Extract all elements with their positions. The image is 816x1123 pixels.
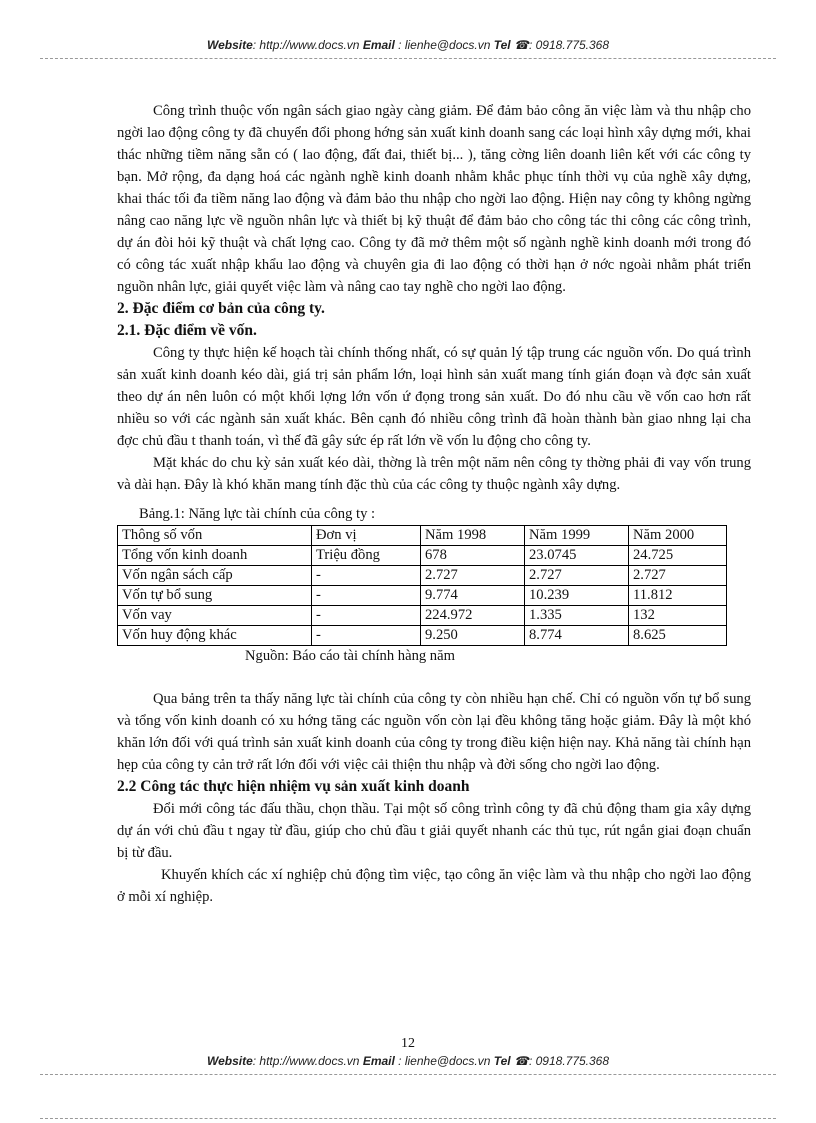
- table-cell: -: [312, 566, 421, 586]
- table-cell: 8.774: [525, 626, 629, 646]
- page-footer: [0, 1054, 816, 1068]
- table-cell: 1.335: [525, 606, 629, 626]
- table-header-cell: Năm 1999: [525, 526, 629, 546]
- table-cell: 678: [421, 546, 525, 566]
- header-tel-label: Tel: [493, 38, 511, 52]
- table-cell: 23.0745: [525, 546, 629, 566]
- footer-tel-value: : 0918.775.368: [528, 1054, 610, 1068]
- header-website-label: Website: [206, 38, 253, 52]
- table-cell: 9.774: [421, 586, 525, 606]
- table-cell: 10.239: [525, 586, 629, 606]
- section-2-2-heading: 2.2 Công tác thực hiện nhiệm vụ sản xuất kinh doanh: [117, 778, 470, 795]
- table-row: [118, 626, 727, 646]
- table-cell: Tổng vốn kinh doanh: [118, 546, 312, 566]
- table-header-row: [118, 526, 727, 546]
- header-divider: [40, 58, 776, 59]
- table-cell: 8.625: [629, 626, 727, 646]
- footer-email-label: Email: [362, 1054, 395, 1068]
- table-cell: 2.727: [525, 566, 629, 586]
- table-cell: 224.972: [421, 606, 525, 626]
- paragraph-4: Qua bảng trên ta thấy năng lực tài chính của công ty còn nhiều hạn chế. Chỉ có nguồn vốn tự bổ sung và tổng vốn kinh doanh có xu hớng tăng các nguồn vốn còn lại đều không tăng hoặc giảm. Đây là một khó khăn lớn đối với quá trình sản xuất kinh doanh của công ty trong điều kiện hiện nay. Khả năng tài chính hạn hẹp của công ty cản trở rất lớn đối với việc cải thiện thu nhập và đời sống cho ngời lao động.: [117, 691, 751, 773]
- phone-icon: ☎: [514, 1054, 529, 1068]
- table-cell: 11.812: [629, 586, 727, 606]
- paragraph-6: Khuyến khích các xí nghiệp chủ động tìm việc, tạo công ăn việc làm và thu nhập cho ngời lao động ở mỗi xí nghiệp.: [117, 867, 751, 905]
- table-header-cell: Năm 2000: [629, 526, 727, 546]
- table-row: [118, 606, 727, 626]
- table-cell: -: [312, 606, 421, 626]
- page-bottom-divider: [40, 1118, 776, 1119]
- table-cell: 2.727: [629, 566, 727, 586]
- header-website-url[interactable]: : http://www.docs.vn: [252, 38, 360, 52]
- table-header-cell: Đơn vị: [312, 526, 421, 546]
- page-body: [117, 100, 751, 908]
- table-source: Nguồn: Báo cáo tài chính hàng năm: [245, 648, 455, 664]
- footer-tel-label: Tel: [493, 1054, 511, 1068]
- table-cell: -: [312, 586, 421, 606]
- paragraph-1: Công trình thuộc vốn ngân sách giao ngày càng giảm. Để đảm bảo công ăn việc làm và thu nhập cho ngời lao động công ty đã chuyển đổi phong hớng sản xuất kinh doanh sang các loại hình xây dựng mới, khai thác những tiềm năng sẵn có ( lao động, đất đai, thiết bị... ), tăng cờng liên doanh liên kết với các công ty bạn. Mở rộng, đa dạng hoá các ngành nghề kinh doanh nhằm khắc phục tính thời vụ của nghề xây dựng, khai thác tối đa tiềm năng lao động và đảm bảo thu nhập cho ngời lao động. Hiện nay công ty không ngừng nâng cao năng lực về nguồn nhân lực và thiết bị kỹ thuật để đảm bảo cho công tác thi công các công trình, dự án đòi hỏi kỹ thuật và chất lợng cao. Công ty đã mở thêm một số ngành nghề kinh doanh mới trong đó có công tác xuất nhập khẩu lao động và chuyên gia đi lao động có thời hạn ở nớc ngoài nhằm phát triển nguồn nhân lực, giải quyết việc làm và nâng cao tay nghề cho ngời lao động.: [117, 103, 751, 295]
- table-cell: 9.250: [421, 626, 525, 646]
- table-cell: Vốn ngân sách cấp: [118, 566, 312, 586]
- paragraph-3: Mặt khác do chu kỳ sản xuất kéo dài, thờng là trên một năm nên công ty thờng phải đi vay vốn trung và dài hạn. Đây là khó khăn mang tính đặc thù của các công ty thuộc ngành xây dựng.: [117, 455, 751, 493]
- header-email-label: Email: [362, 38, 395, 52]
- table-cell: 24.725: [629, 546, 727, 566]
- table-cell: 2.727: [421, 566, 525, 586]
- table-row: [118, 566, 727, 586]
- table-cell: Vốn tự bổ sung: [118, 586, 312, 606]
- footer-email-value[interactable]: : lienhe@docs.vn: [398, 1054, 491, 1068]
- table-header-cell: Thông số vốn: [118, 526, 312, 546]
- section-2-heading: 2. Đặc điểm cơ bản của công ty.: [117, 300, 325, 317]
- financial-capacity-table: [117, 525, 727, 646]
- table-row: [118, 546, 727, 566]
- table-cell: Triệu đồng: [312, 546, 421, 566]
- header-email-value[interactable]: : lienhe@docs.vn: [398, 38, 491, 52]
- footer-divider: [40, 1074, 776, 1075]
- table-cell: Vốn vay: [118, 606, 312, 626]
- paragraph-2: Công ty thực hiện kế hoạch tài chính thống nhất, có sự quản lý tập trung các nguồn vốn. Do quá trình sản xuất kinh doanh kéo dài, giá trị sản phẩm lớn, loại hình sản xuất mang tính gián đoạn và đợc sản xuất theo dự án nên luôn có một khối lợng lớn vốn ứ đọng trong sản xuất. Do đó nhu cầu về vốn cao hơn rất nhiều so với các ngành sản xuất khác. Bên cạnh đó nhiều công trình đã hoàn thành bàn giao nhng lại cha đợc chủ đầu t thanh toán, vì thế đã gây sức ép rất lớn về vốn lu động cho công ty.: [117, 345, 751, 449]
- table-cell: Vốn huy động khác: [118, 626, 312, 646]
- paragraph-5: Đổi mới công tác đấu thầu, chọn thầu. Tại một số công trình công ty đã chủ động tham gia xây dựng dự án với chủ đầu t ngay từ đầu, giúp cho chủ đầu t giải quyết nhanh các thủ tục, rút ngắn giai đoạn chuẩn bị từ đầu.: [117, 801, 751, 861]
- page-number: 12: [401, 1036, 415, 1051]
- page-header: [0, 38, 816, 52]
- table-header-cell: Năm 1998: [421, 526, 525, 546]
- footer-website-label: Website: [206, 1054, 253, 1068]
- table-cell: 132: [629, 606, 727, 626]
- phone-icon: ☎: [514, 38, 529, 52]
- table-caption: Bảng.1: Năng lực tài chính của công ty :: [139, 506, 376, 522]
- section-2-1-heading: 2.1. Đặc điểm về vốn.: [117, 322, 257, 339]
- table-cell: -: [312, 626, 421, 646]
- header-tel-value: : 0918.775.368: [528, 38, 610, 52]
- footer-website-url[interactable]: : http://www.docs.vn: [252, 1054, 360, 1068]
- table-row: [118, 586, 727, 606]
